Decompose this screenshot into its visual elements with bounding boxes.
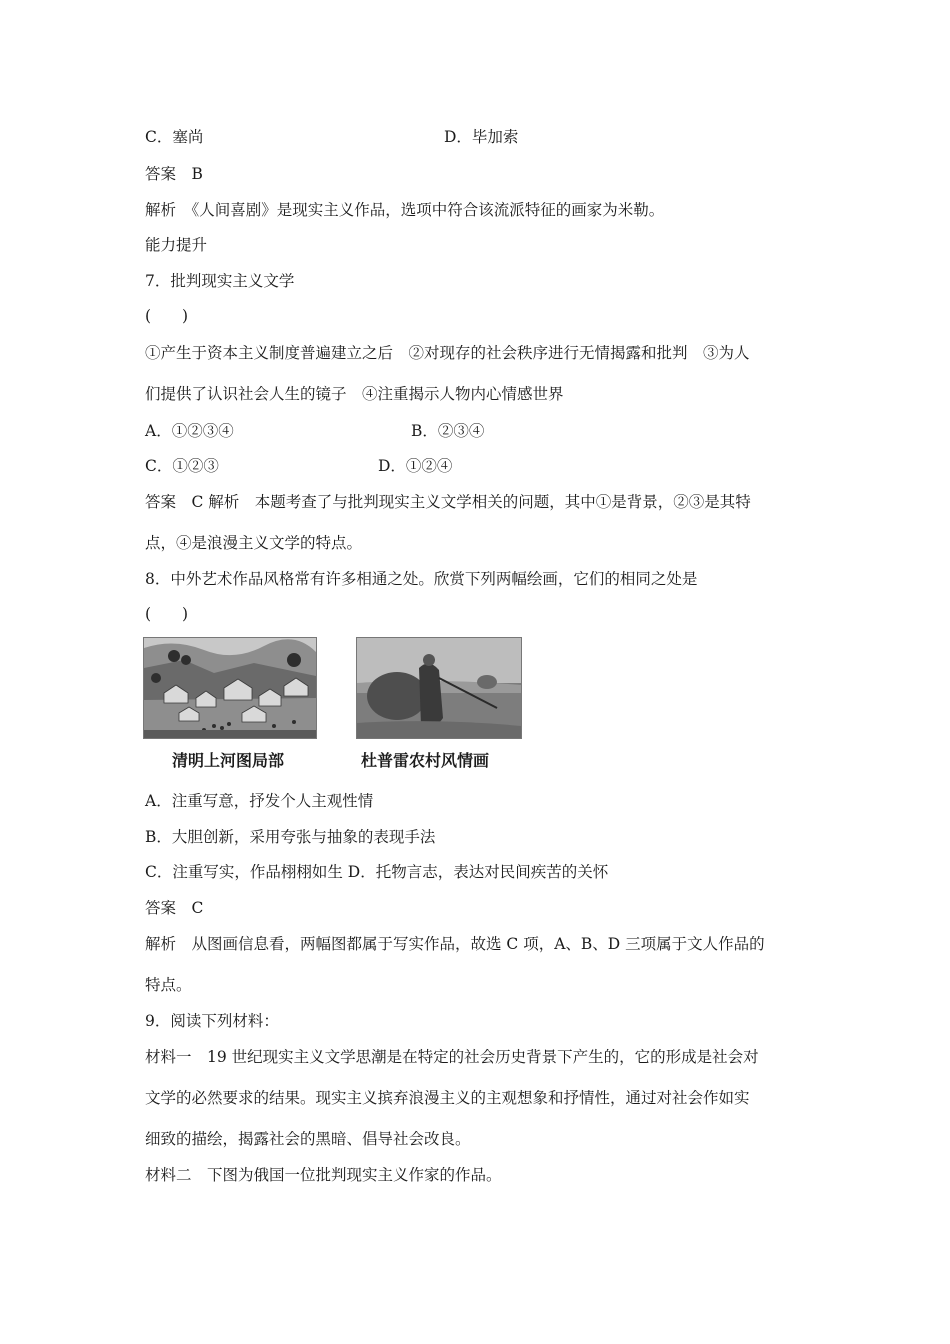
q7-items-line1: ①产生于资本主义制度普遍建立之后 ②对现存的社会秩序进行无情揭露和批判 ③为人 xyxy=(145,344,750,362)
q8-stem: 8．中外艺术作品风格常有许多相通之处。欣赏下列两幅绘画，它们的相同之处是 xyxy=(145,570,698,588)
q7-option-a: A．①②③④ xyxy=(145,422,234,440)
q9-stem: 9．阅读下列材料： xyxy=(145,1012,279,1030)
q7-answer-line1: 答案 C 解析 本题考查了与批判现实主义文学相关的问题，其中①是背景，②③是其特 xyxy=(145,493,751,511)
section-title: 能力提升 xyxy=(145,236,208,254)
q8-analysis-line1: 解析 从图画信息看，两幅图都属于写实作品，故选 C 项，A、B、D 三项属于文人作品的 xyxy=(145,935,765,953)
q7-option-b: B．②③④ xyxy=(411,422,485,440)
q9-material2: 材料二 下图为俄国一位批判现实主义作家的作品。 xyxy=(145,1166,502,1184)
painting-dupre-image xyxy=(356,637,522,739)
q8-option-b: B．大胆创新，采用夸张与抽象的表现手法 xyxy=(145,828,436,846)
q8-analysis-line2: 特点。 xyxy=(145,976,192,994)
q7-option-c: C．①②③ xyxy=(145,457,219,475)
q8-paren: ( ) xyxy=(145,605,189,623)
q6-analysis: 解析 《人间喜剧》是现实主义作品，选项中符合该流派特征的画家为米勒。 xyxy=(145,201,665,219)
q8-option-a: A．注重写意，抒发个人主观性情 xyxy=(145,792,374,810)
q6-option-c: C．塞尚 xyxy=(145,128,204,146)
q6-answer: 答案 B xyxy=(145,165,203,183)
q7-option-d: D．①②④ xyxy=(378,457,453,475)
q7-answer-line2: 点，④是浪漫主义文学的特点。 xyxy=(145,534,363,552)
q9-material1-line1: 材料一 19 世纪现实主义文学思潮是在特定的社会历史背景下产生的，它的形成是社会对 xyxy=(145,1048,759,1066)
caption-qingming: 清明上河图局部 xyxy=(172,751,285,770)
caption-dupre: 杜普雷农村风情画 xyxy=(361,751,490,770)
painting-qingming-image xyxy=(143,637,317,739)
q8-option-cd: C．注重写实，作品栩栩如生 D．托物言志，表达对民间疾苦的关怀 xyxy=(145,863,609,881)
q7-paren: ( ) xyxy=(145,307,189,325)
q7-stem: 7．批判现实主义文学 xyxy=(145,272,295,290)
q8-answer: 答案 C xyxy=(145,899,204,917)
q6-option-d: D．毕加索 xyxy=(444,128,519,146)
q7-items-line2: 们提供了认识社会人生的镜子 ④注重揭示人物内心情感世界 xyxy=(145,385,564,403)
q9-material1-line3: 细致的描绘，揭露社会的黑暗、倡导社会改良。 xyxy=(145,1130,471,1148)
q9-material1-line2: 文学的必然要求的结果。现实主义摈弃浪漫主义的主观想象和抒情性，通过对社会作如实 xyxy=(145,1089,750,1107)
